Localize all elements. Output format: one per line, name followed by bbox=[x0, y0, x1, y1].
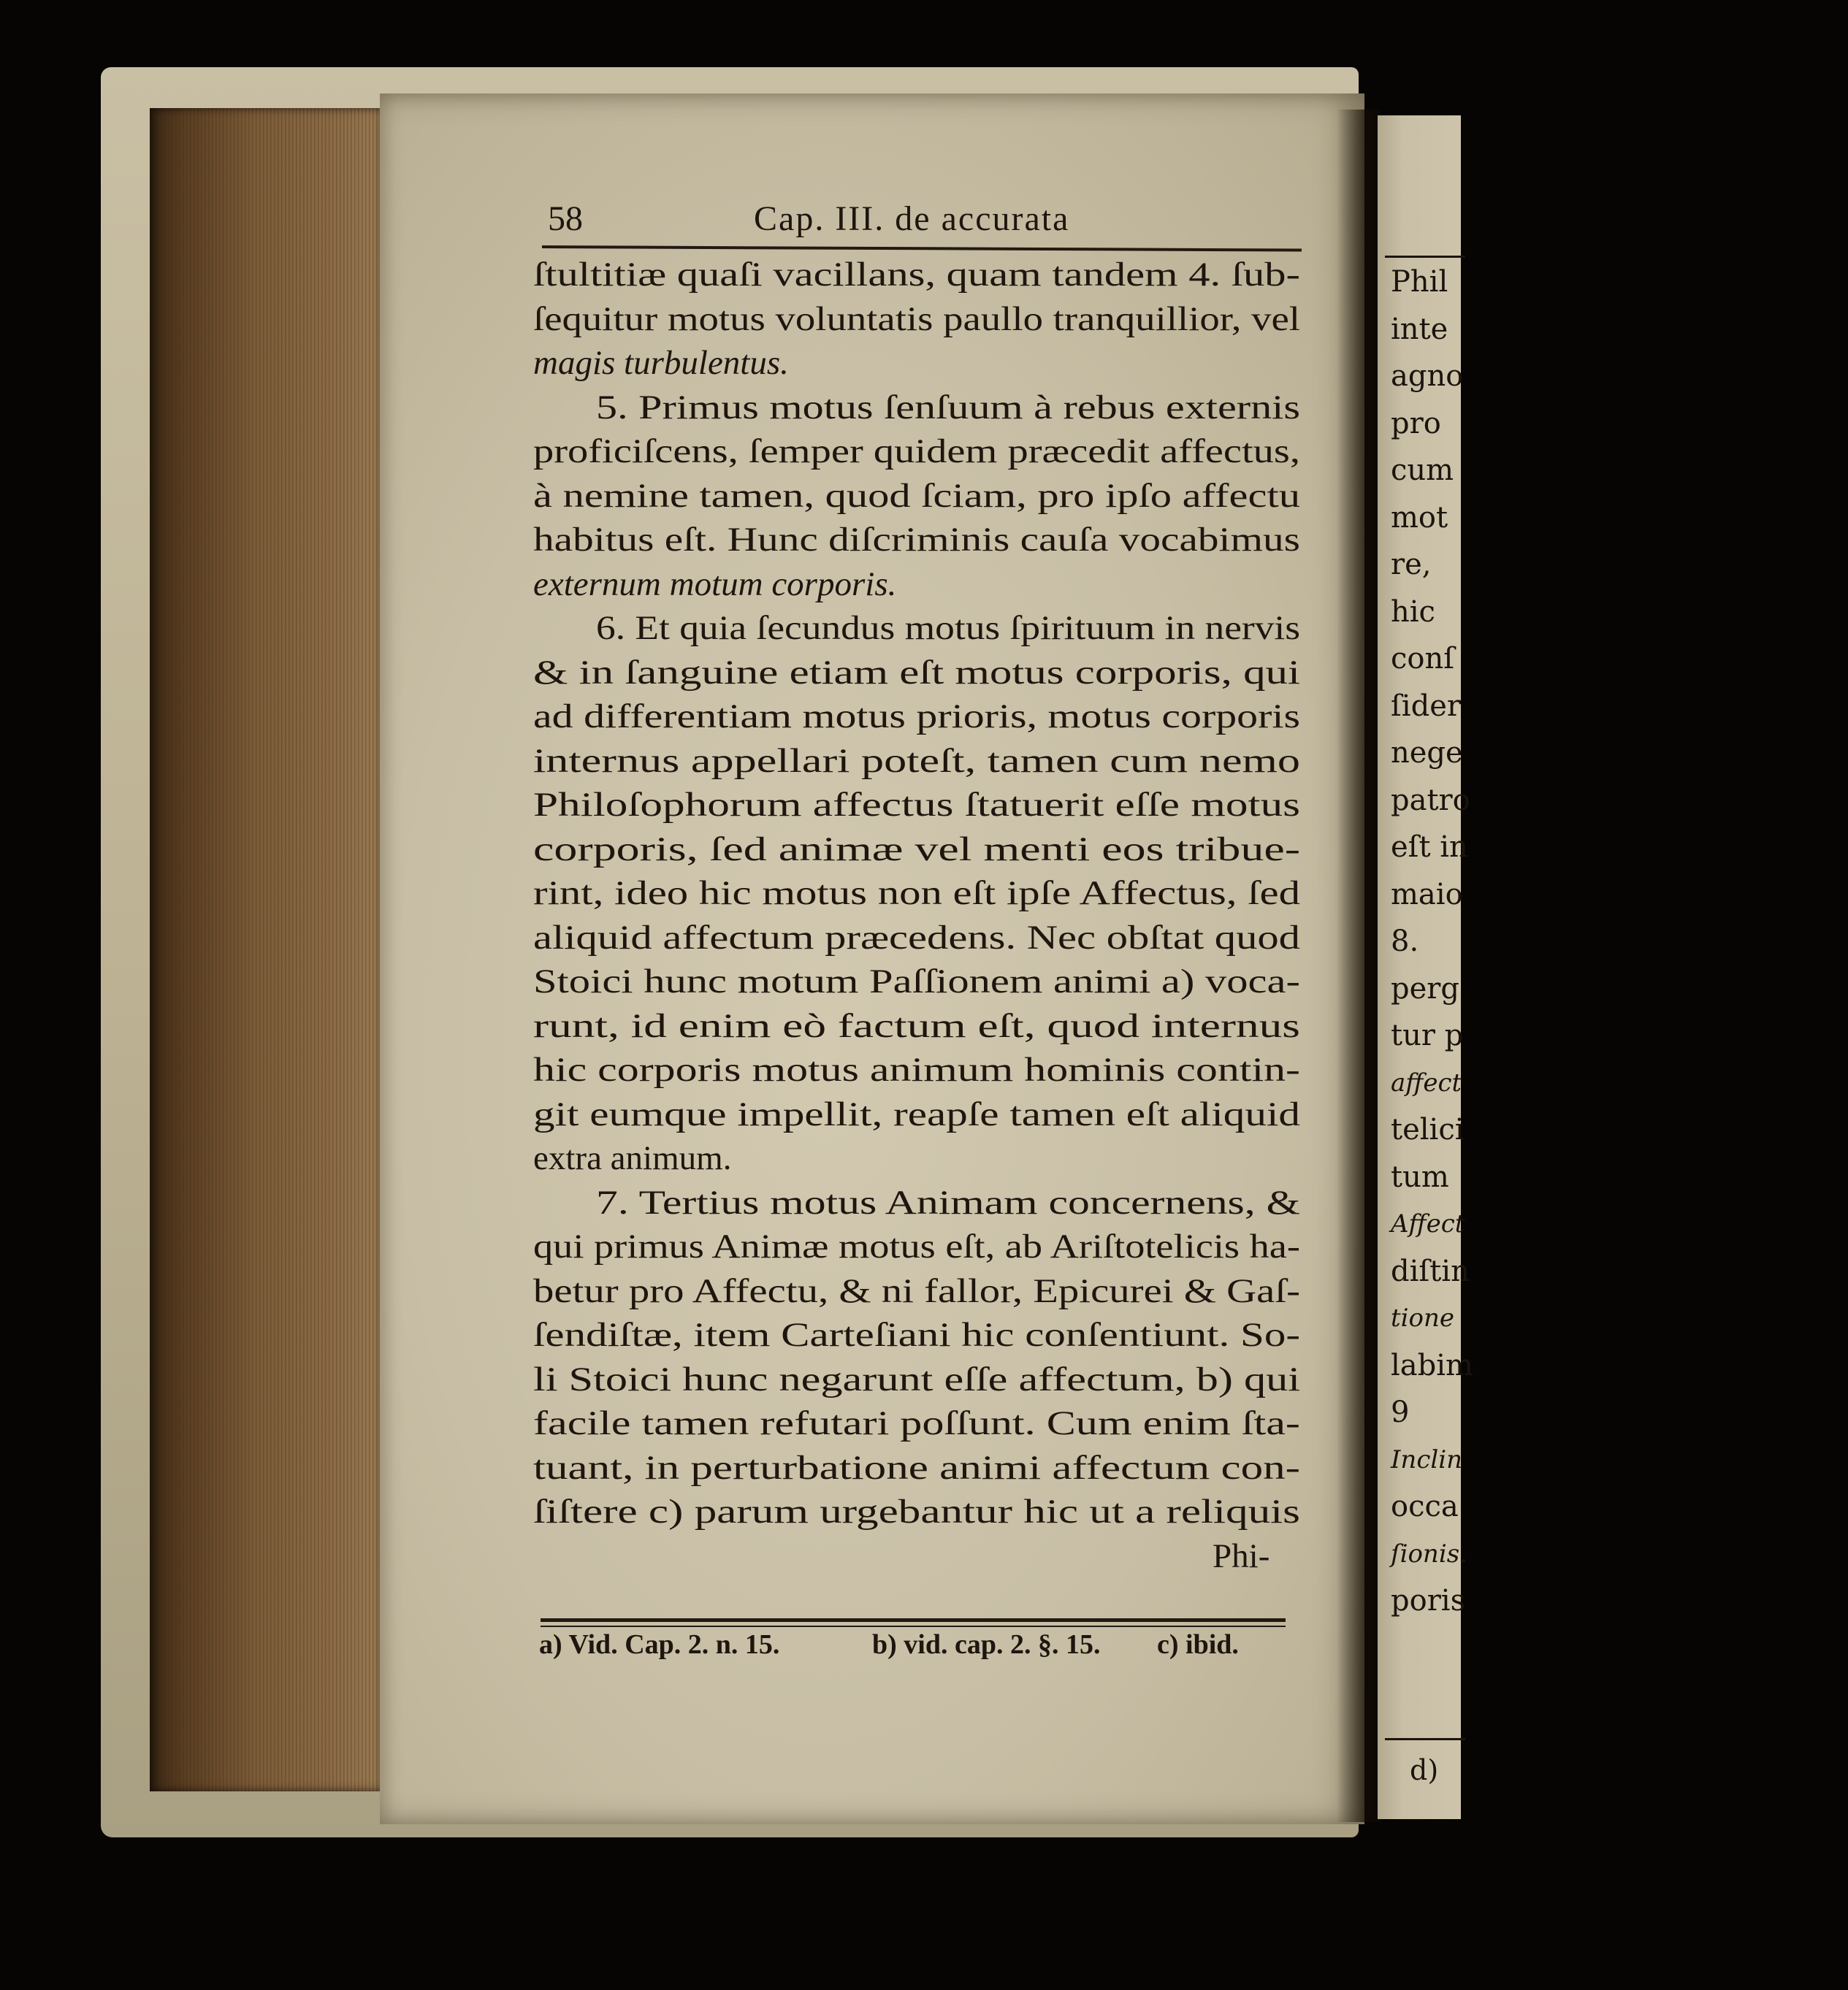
text-line: qui primus Animæ motus eſt, ab Ariſtotelicis ha- bbox=[533, 1228, 1300, 1266]
footnote-b: b) vid. cap. 2. §. 15. bbox=[872, 1629, 1101, 1660]
facing-text-line: perg bbox=[1391, 971, 1460, 1006]
text-line: ſendiſtæ, item Carteſiani hic conſentiunt. So- bbox=[533, 1316, 1300, 1354]
text-line: & in ſanguine etiam eſt motus corporis, qui bbox=[533, 653, 1301, 692]
page-edges bbox=[150, 108, 382, 1791]
text-line: runt, id enim eò factum eſt, quod internus bbox=[533, 1006, 1300, 1045]
text-line: git eumque impellit, reapſe tamen eſt aliquid bbox=[533, 1095, 1301, 1133]
text-line: magis turbulentus. bbox=[533, 344, 789, 382]
text-line: ſtultitiæ quaſi vacillans, quam tandem 4. ſub- bbox=[533, 256, 1301, 294]
facing-text-line: telici bbox=[1391, 1113, 1465, 1147]
facing-text-line: eſt in bbox=[1391, 830, 1468, 864]
text-line: habitus eſt. Hunc diſcriminis cauſa vocabimus bbox=[533, 521, 1300, 559]
running-head bbox=[548, 199, 1161, 242]
text-line: proficiſcens, ſemper quidem præcedit affectus, bbox=[533, 432, 1301, 470]
facing-text-line: tur p bbox=[1391, 1019, 1464, 1052]
text-line: Philoſophorum affectus ſtatuerit eſſe motus bbox=[533, 786, 1300, 824]
facing-text-line: occa bbox=[1391, 1490, 1459, 1523]
text-line: ad differentiam motus prioris, motus corporis bbox=[533, 697, 1301, 735]
text-line: à nemine tamen, quod ſciam, pro ipſo affectu bbox=[533, 476, 1300, 515]
text-line: 5. Primus motus ſenſuum à rebus externis bbox=[596, 388, 1300, 426]
facing-text-line: pro bbox=[1391, 406, 1441, 440]
facing-text-line: re, bbox=[1391, 548, 1432, 581]
facing-text-line: patro bbox=[1391, 783, 1470, 817]
facing-text-line: cum bbox=[1391, 454, 1454, 487]
text-line: internus appellari poteſt, tamen cum nemo bbox=[533, 741, 1301, 780]
facing-text-line: affect bbox=[1391, 1068, 1462, 1098]
facing-text-line: agno bbox=[1391, 359, 1464, 393]
facing-text-line: 9 bbox=[1391, 1396, 1410, 1429]
facing-footnote: d) bbox=[1410, 1754, 1439, 1786]
facing-text-line: maio bbox=[1391, 877, 1463, 911]
facing-text-line: ſider bbox=[1391, 689, 1461, 723]
footnote-c: c) ibid. bbox=[1157, 1629, 1239, 1660]
facing-text-line: hic bbox=[1391, 594, 1435, 629]
footnote-rule bbox=[541, 1618, 1286, 1622]
text-line: ſequitur motus voluntatis paullo tranquillior, vel bbox=[533, 299, 1301, 338]
facing-text-line: inte bbox=[1391, 312, 1448, 346]
page-body bbox=[533, 254, 1307, 1598]
running-title: Cap. III. de accurata bbox=[754, 199, 1070, 238]
facing-text-line: Inclin bbox=[1391, 1444, 1463, 1474]
facing-header-rule bbox=[1385, 256, 1465, 258]
spine-gutter bbox=[1337, 110, 1381, 1822]
text-line: Phi- bbox=[1213, 1536, 1270, 1575]
text-line: 7. Tertius motus Animam concernens, & bbox=[596, 1183, 1301, 1222]
facing-page bbox=[1378, 115, 1473, 1819]
text-line: tuant, in perturbatione animi affectum con- bbox=[533, 1448, 1300, 1487]
text-line: li Stoici hunc negarunt eſſe affectum, b) qui bbox=[533, 1360, 1301, 1398]
text-line: betur pro Affectu, & ni fallor, Epicurei & Gaſ- bbox=[533, 1271, 1301, 1310]
text-line: Stoici hunc motum Paſſionem animi a) voca- bbox=[533, 963, 1300, 1000]
facing-text-line: Affect bbox=[1391, 1209, 1465, 1239]
facing-text-line: ſionis. bbox=[1391, 1539, 1467, 1569]
text-line: externum motum corporis. bbox=[533, 565, 897, 603]
facing-text-line: poris bbox=[1391, 1584, 1466, 1618]
facing-footnote-rule bbox=[1385, 1738, 1465, 1740]
facing-text-line: Phil bbox=[1391, 265, 1448, 299]
text-line: hic corporis motus animum hominis contin- bbox=[533, 1051, 1300, 1089]
facing-text-line: nege bbox=[1391, 736, 1463, 770]
facing-text-line: diſtin bbox=[1391, 1254, 1470, 1288]
text-line: corporis, ſed animæ vel menti eos tribue- bbox=[533, 830, 1301, 868]
page-number: 58 bbox=[548, 199, 583, 238]
text-line: rint, ideo hic motus non eſt ipſe Affectus, ſed bbox=[533, 874, 1300, 912]
facing-text-line: labim bbox=[1391, 1348, 1473, 1382]
facing-text-line: tione bbox=[1391, 1304, 1455, 1333]
footnote-rule-thin bbox=[541, 1626, 1286, 1627]
footnote-a: a) Vid. Cap. 2. n. 15. bbox=[539, 1629, 780, 1660]
text-line: 6. Et quia ſecundus motus ſpirituum in nervis bbox=[596, 609, 1301, 647]
facing-text-line: mot bbox=[1391, 500, 1448, 535]
footnotes bbox=[507, 1629, 1310, 1672]
text-line: facile tamen refutari poſſunt. Cum enim ſta- bbox=[533, 1404, 1300, 1442]
text-line: ſiſtere c) parum urgebantur hic ut a reliquis bbox=[533, 1493, 1300, 1531]
facing-text-line: 8. bbox=[1391, 925, 1419, 958]
facing-text-line: tum bbox=[1391, 1160, 1449, 1194]
facing-text-line: conſ bbox=[1391, 642, 1455, 676]
text-line: extra animum. bbox=[533, 1139, 732, 1177]
text-line: aliquid affectum præcedens. Nec obſtat quod bbox=[533, 918, 1300, 957]
